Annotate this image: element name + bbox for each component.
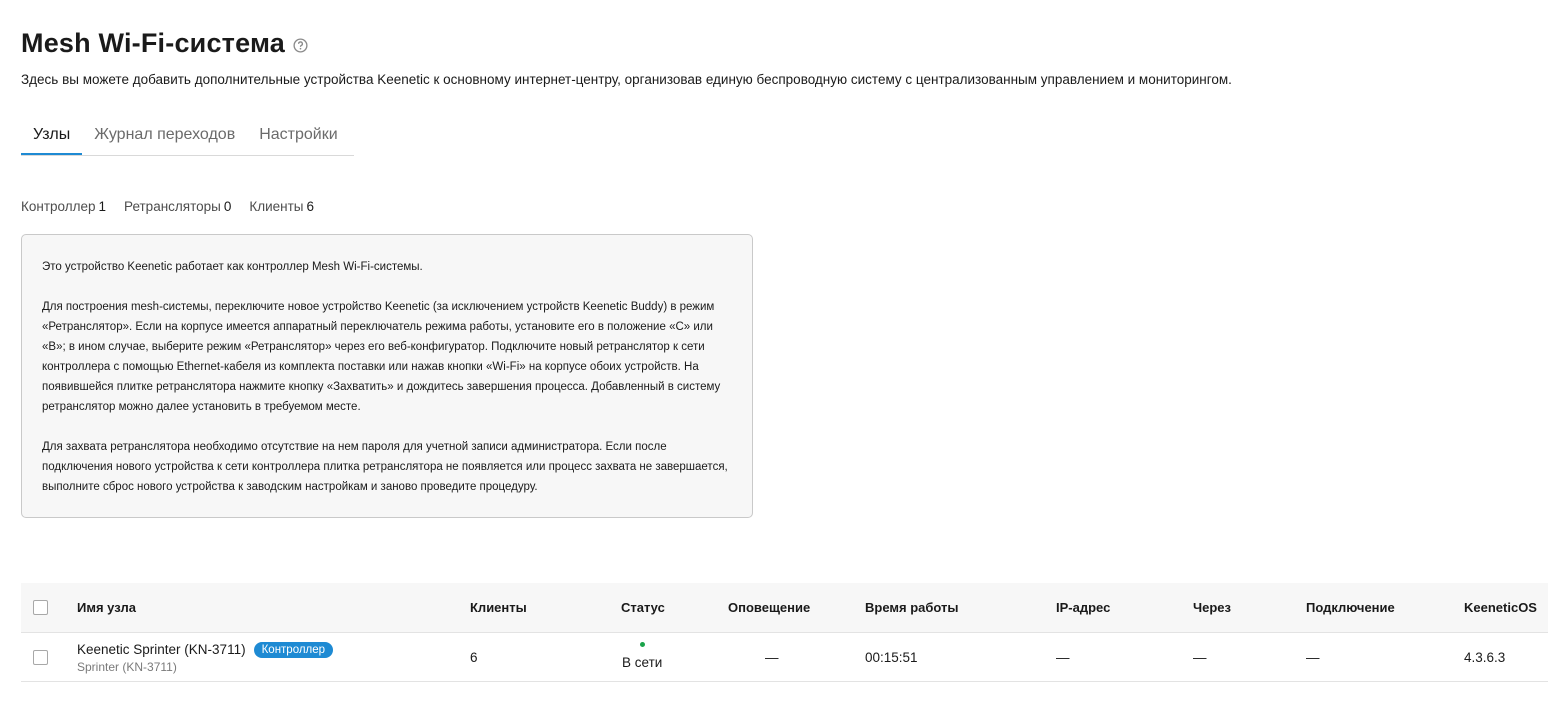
help-circle-icon[interactable] xyxy=(293,38,308,53)
count-value: 1 xyxy=(98,199,107,214)
node-os: 4.3.6.3 xyxy=(1464,650,1506,665)
count-repeaters xyxy=(124,199,231,214)
node-name-cell[interactable] xyxy=(77,642,333,674)
node-clients: 6 xyxy=(470,650,478,665)
row-checkbox[interactable] xyxy=(33,650,48,665)
info-paragraph: Это устройство Keenetic работает как контроллер Mesh Wi-Fi-системы. xyxy=(42,261,423,273)
info-paragraph: Для захвата ретранслятора необходимо отсутствие на нем пароля для учетной записи администратора. Если после подключения нового устройства к сети контроллера плитка ретранслятора не появляется или процесс захвата не завершается, выполните сброс нового устройства к заводским настройкам и заново проведите процедуру. xyxy=(42,441,728,493)
header-ip[interactable]: IP-адрес xyxy=(1056,600,1111,615)
nodes-table xyxy=(21,583,1548,682)
count-value: 0 xyxy=(223,199,232,214)
node-name: Keenetic Sprinter (KN-3711) xyxy=(77,642,246,657)
header-via[interactable]: Через xyxy=(1193,600,1231,615)
select-all-checkbox[interactable] xyxy=(33,600,48,615)
tab-settings[interactable]: Настройки xyxy=(259,126,338,143)
node-connection: — xyxy=(1306,650,1320,665)
table-row[interactable] xyxy=(21,633,1548,682)
header-clients[interactable]: Клиенты xyxy=(470,600,527,615)
header-connection[interactable]: Подключение xyxy=(1306,600,1395,615)
page-title: Mesh Wi-Fi-система xyxy=(21,28,285,58)
node-via: — xyxy=(1193,650,1207,665)
node-name-line xyxy=(77,642,333,658)
node-uptime: 00:15:51 xyxy=(865,650,918,665)
count-label: Контроллер xyxy=(21,199,96,214)
header-notify[interactable]: Оповещение xyxy=(728,600,811,615)
header-os[interactable]: KeeneticOS xyxy=(1464,600,1537,615)
count-clients xyxy=(249,199,314,214)
count-label: Клиенты xyxy=(249,199,304,214)
status-text: В сети xyxy=(622,655,663,670)
count-value: 6 xyxy=(306,199,315,214)
header-status[interactable]: Статус xyxy=(621,600,665,615)
count-label: Ретрансляторы xyxy=(124,199,221,214)
node-ip: — xyxy=(1056,650,1070,665)
header-name[interactable]: Имя узла xyxy=(77,600,136,615)
info-box xyxy=(21,234,753,518)
node-counts xyxy=(21,199,332,214)
info-paragraph: Для построения mesh-системы, переключите новое устройство Keenetic (за исключением устройств Keenetic Buddy) в режим «Ретранслятор». Если на корпусе имеется аппаратный переключатель режима работы, установите его в положение «C» или «B»; в ином случае, выберите режим «Ретранслятор» через его веб-конфигуратор. Подключите новый ретранслятор к сети контроллера с помощью Ethernet-кабеля из комплекта поставки или нажав кнопки «Wi-Fi» на корпусе обоих устройств. На появившейся плитке ретранслятора нажмите кнопку «Захватить» и дождитесь завершения процесса. Добавленный в систему ретранслятор можно далее установить в требуемом месте. xyxy=(42,301,721,413)
tab-nodes[interactable]: Узлы xyxy=(21,117,82,154)
node-status xyxy=(622,642,662,670)
node-notify: — xyxy=(765,650,779,665)
table-header xyxy=(21,583,1548,633)
tab-transition-log[interactable]: Журнал переходов xyxy=(94,126,236,143)
title-row xyxy=(21,26,308,60)
node-model: Sprinter (KN-3711) xyxy=(77,660,177,674)
tabs xyxy=(21,117,354,156)
count-controller xyxy=(21,199,106,214)
header-uptime[interactable]: Время работы xyxy=(865,600,959,615)
online-dot-icon xyxy=(640,642,645,647)
role-badge: Контроллер xyxy=(254,642,333,658)
page-description: Здесь вы можете добавить дополнительные устройства Keenetic к основному интернет-центру, организовав единую беспроводную систему с централизованным управлением и мониторингом. xyxy=(21,72,1232,87)
